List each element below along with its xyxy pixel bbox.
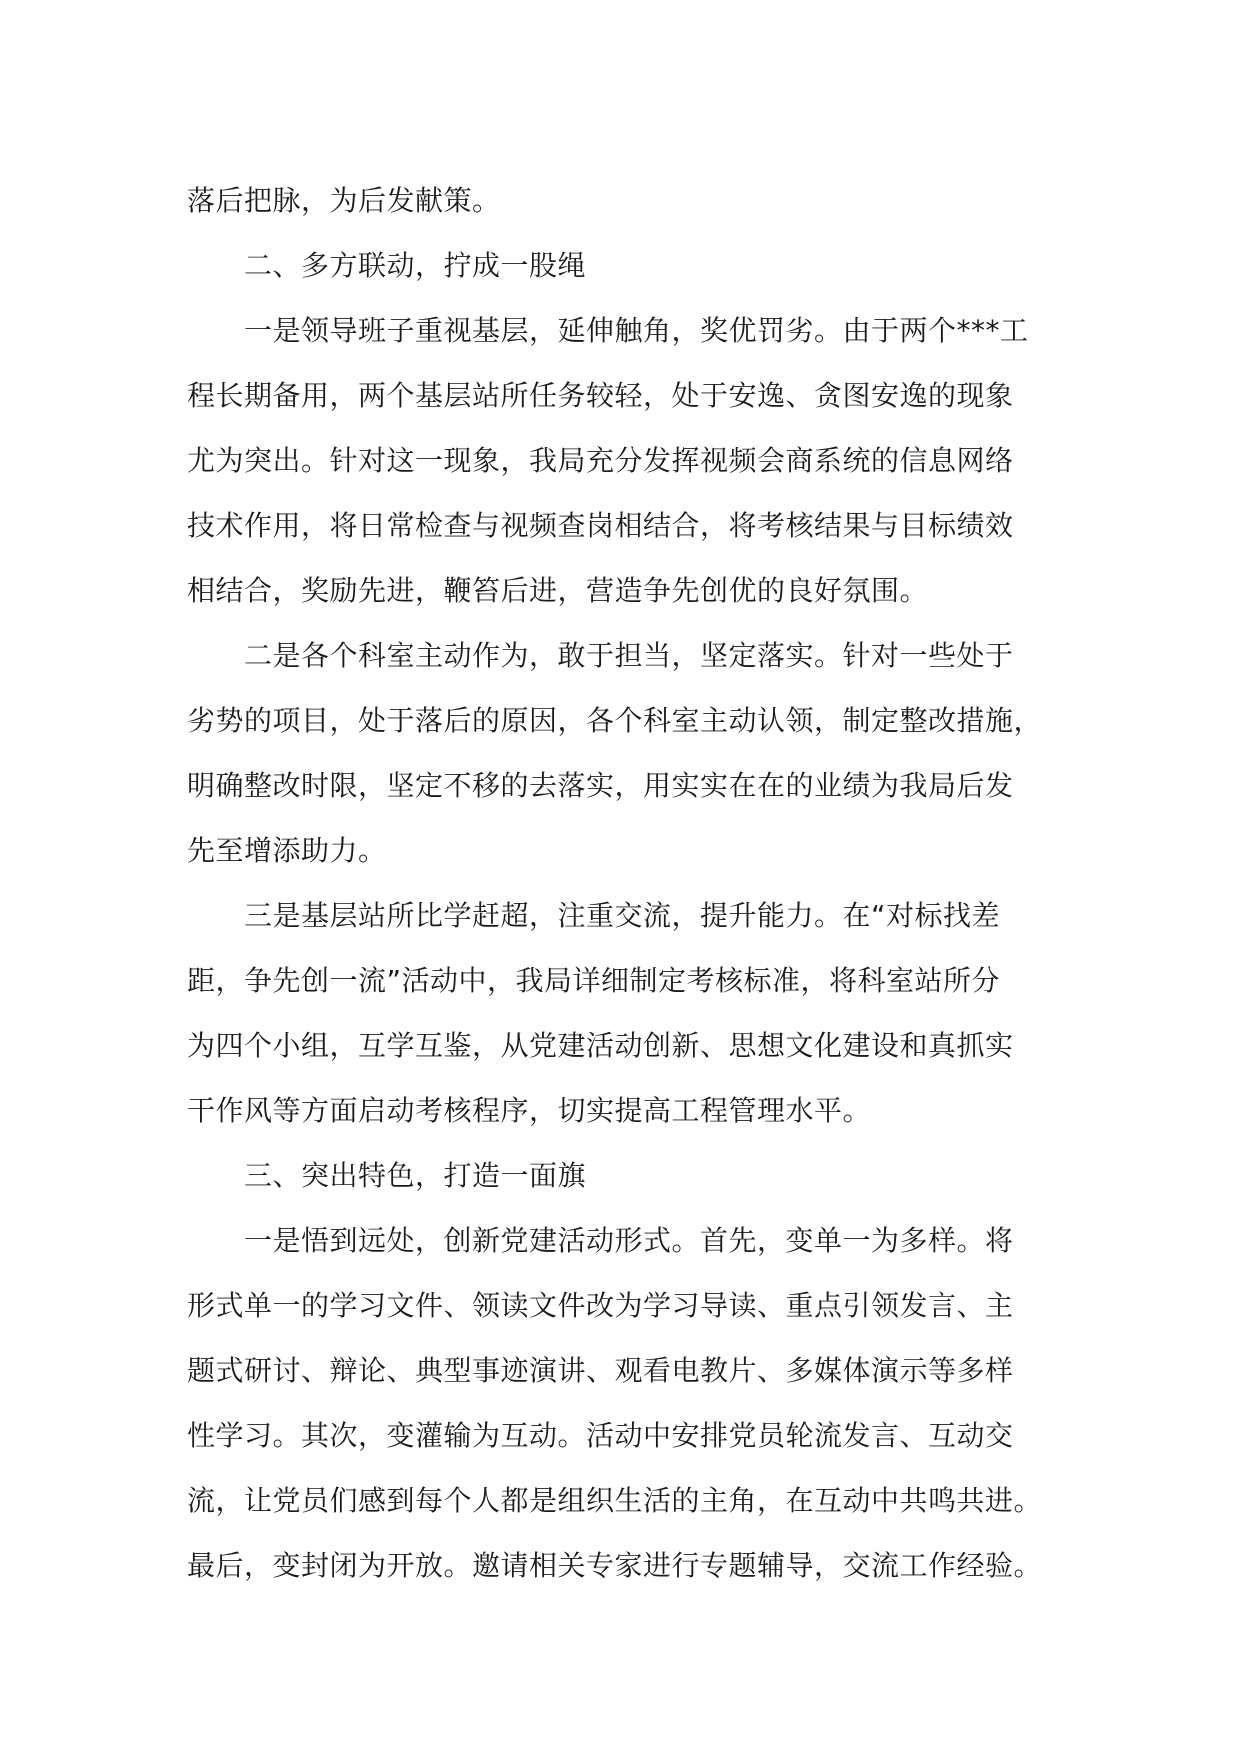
text-line: 尤为突出。针对这一现象，我局充分发挥视频会商系统的信息网络 [187, 444, 1014, 477]
section-heading: 三、突出特色，打造一面旗 [244, 1159, 587, 1192]
text-line: 相结合，奖励先进，鞭笞后进，营造争先创优的良好氛围。 [187, 574, 929, 607]
text-line: 劣势的项目，处于落后的原因，各个科室主动认领，制定整改措施， [187, 704, 1043, 737]
text-line: 为四个小组，互学互鉴，从党建活动创新、思想文化建设和真抓实 [187, 1029, 1014, 1062]
text-line: 流，让党员们感到每个人都是组织生活的主角，在互动中共鸣共进。 [187, 1484, 1043, 1517]
text-line: 一是领导班子重视基层，延伸触角，奖优罚劣。由于两个***工 [244, 314, 1029, 347]
text-line: 技术作用，将日常检查与视频查岗相结合，将考核结果与目标绩效 [187, 509, 1014, 542]
document-body [187, 168, 1087, 1598]
text-line: 三是基层站所比学赶超，注重交流，提升能力。在“对标找差 [244, 899, 1001, 932]
text-line: 题式研讨、辩论、典型事迹演讲、观看电教片、多媒体演示等多样 [187, 1354, 1014, 1387]
text-line: 二是各个科室主动作为，敢于担当，坚定落实。针对一些处于 [244, 639, 1014, 672]
text-line: 先至增添助力。 [187, 834, 387, 867]
text-line: 程长期备用，两个基层站所任务较轻，处于安逸、贪图安逸的现象 [187, 379, 1014, 412]
text-line: 干作风等方面启动考核程序，切实提高工程管理水平。 [187, 1094, 872, 1127]
text-line: 落后把脉，为后发献策。 [187, 184, 501, 217]
text-line: 最后，变封闭为开放。邀请相关专家进行专题辅导，交流工作经验。 [187, 1549, 1043, 1582]
text-line: 形式单一的学习文件、领读文件改为学习导读、重点引领发言、主 [187, 1289, 1014, 1322]
section-heading: 二、多方联动，拧成一股绳 [244, 249, 587, 282]
text-line: 明确整改时限，坚定不移的去落实，用实实在在的业绩为我局后发 [187, 769, 1014, 802]
text-line: 性学习。其次，变灌输为互动。活动中安排党员轮流发言、互动交 [187, 1419, 1014, 1452]
text-line: 距，争先创一流”活动中，我局详细制定考核标准，将科室站所分 [187, 964, 1001, 997]
text-line: 一是悟到远处，创新党建活动形式。首先，变单一为多样。将 [244, 1224, 1014, 1257]
